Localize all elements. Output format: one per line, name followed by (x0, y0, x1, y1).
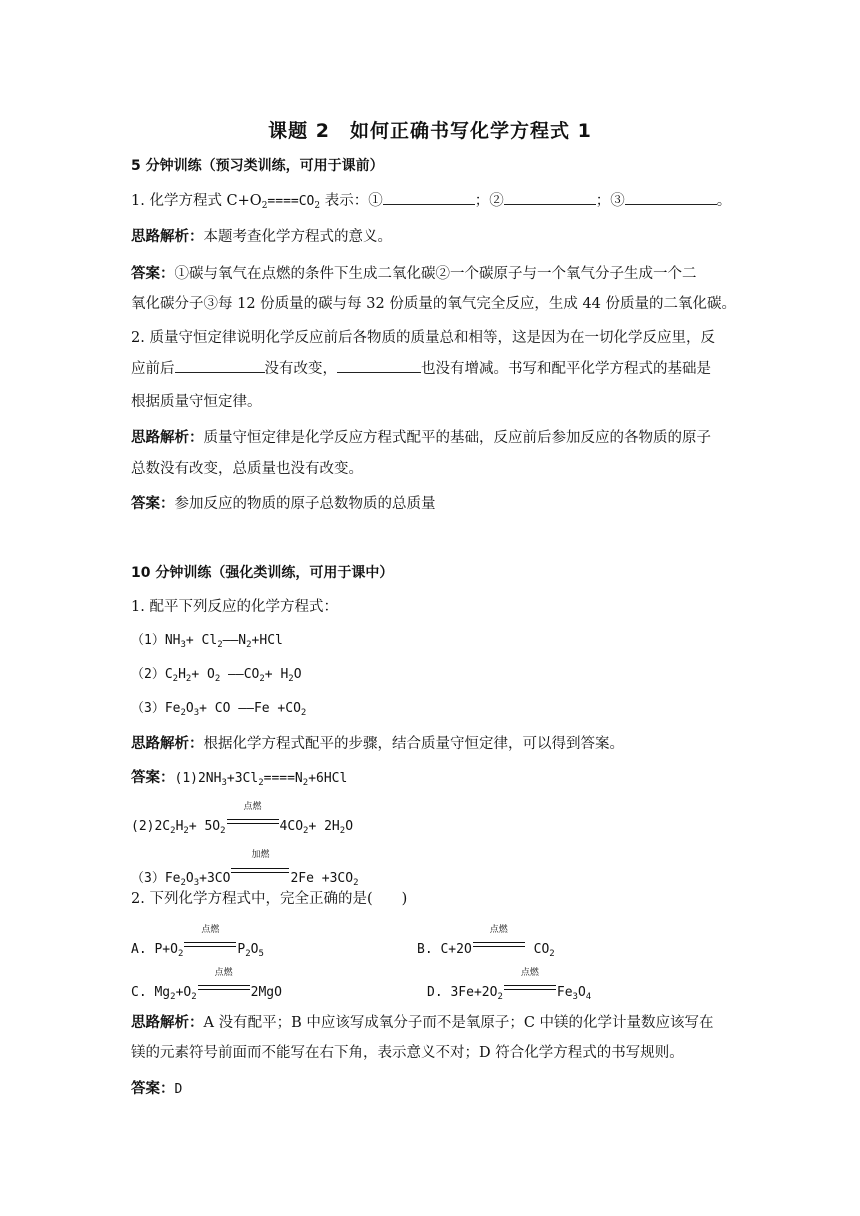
answer-eq-3: $(3)Fe_2O_3+3CO$ 加燃 $2Fe +3CO_2$ (131, 850, 359, 888)
question-2-line3: 根据质量守恒定律。 (131, 394, 262, 410)
answer-blank-1[interactable] (383, 190, 475, 205)
answer-blank-5[interactable] (337, 358, 421, 373)
page-title: 课题 2 如何正确书写化学方程式 1 (268, 120, 592, 142)
equation-2: $(2)C_2H_2+ O_2$ $——CO_2+ H_2O$ (131, 667, 302, 684)
question-2-line1: 2. 质量守恒定律说明化学反应前后各物质的质量总和相等，这是因为在一切化学反应里，反 (131, 330, 715, 346)
answer-1-line2: 氧化碳分子③每 12 份质量的碳与每 32 份质量的氧气完全反应，生成 44 份质量的二氧化碳。 (131, 296, 737, 312)
answer-choice: 答案：D (131, 1081, 183, 1097)
analysis-4-line1: 思路解析：A 没有配平；B 中应该写成氧分子而不是氧原子；C 中镁的化学计量数应该写在 (131, 1015, 714, 1031)
option-a[interactable]: A. $P+O_2$ 点燃 $P_2O_5$ (131, 925, 264, 959)
reaction-condition-arrow: 点燃 (227, 810, 279, 830)
analysis-2-line2: 总数没有改变，总质量也没有改变。 (131, 461, 363, 477)
question-balance: 1. 配平下列反应的化学方程式： (131, 599, 338, 615)
reaction-condition-arrow: 加燃 (231, 862, 289, 882)
option-row-1 (131, 925, 731, 960)
equation-1: $(1)NH_3+$ $Cl_2——N_2+HCl$ (131, 633, 283, 650)
question-choice: 2. 下列化学方程式中，完全正确的是( ) (131, 891, 408, 907)
equation-3: $(3)Fe_2O_3+$ CO ——Fe $+CO_2$ (131, 701, 307, 718)
option-d[interactable]: D. $3Fe+2O_2$ 点燃 $Fe_3O_4$ (427, 968, 592, 1002)
answer-1-line1: 答案：①碳与氧气在点燃的条件下生成二氧化碳②一个碳原子与一个氧气分子生成一个二 (131, 266, 697, 282)
section-heading-10min: 10 分钟训练（强化类训练，可用于课中） (131, 565, 394, 581)
answer-eq-1: 答案：$(1)2NH_3+3Cl_2====N_2+6HCl$ (131, 770, 348, 788)
analysis-3: 思路解析：根据化学方程式配平的步骤，结合质量守恒定律，可以得到答案。 (131, 736, 624, 752)
option-row-2 (131, 968, 731, 1003)
answer-2: 答案：参加反应的物质的原子总数物质的总质量 (131, 496, 436, 512)
analysis-4-line2: 镁的元素符号前面而不能写在右下角，表示意义不对；D 符合化学方程式的书写规则。 (131, 1045, 684, 1061)
answer-blank-2[interactable] (504, 190, 596, 205)
answer-eq-2: $(2)2C_2H_2+ 5O_2$ 点燃 $4CO_2+ 2H_2O$ (131, 802, 354, 836)
analysis-1: 思路解析：本题考查化学方程式的意义。 (131, 229, 392, 245)
answer-blank-4[interactable] (175, 358, 265, 373)
section-heading-5min: 5 分钟训练（预习类训练，可用于课前） (131, 158, 384, 174)
answer-blank-3[interactable] (625, 190, 717, 205)
question-1: 1. 化学方程式 $C+O_2====CO_2$ 表示：① ；② ；③ 。 (131, 190, 731, 212)
option-c[interactable]: C. $Mg_2+O_2$ 点燃 2MgO (131, 968, 282, 1002)
analysis-2-line1: 思路解析：质量守恒定律是化学反应方程式配平的基础，反应前后参加反应的各物质的原子 (131, 430, 711, 446)
question-2-line2: 应前后 没有改变， 也没有增减。书写和配平化学方程式的基础是 (131, 358, 731, 379)
option-b[interactable]: B. C+2O 点燃 $CO_2$ (417, 925, 555, 959)
